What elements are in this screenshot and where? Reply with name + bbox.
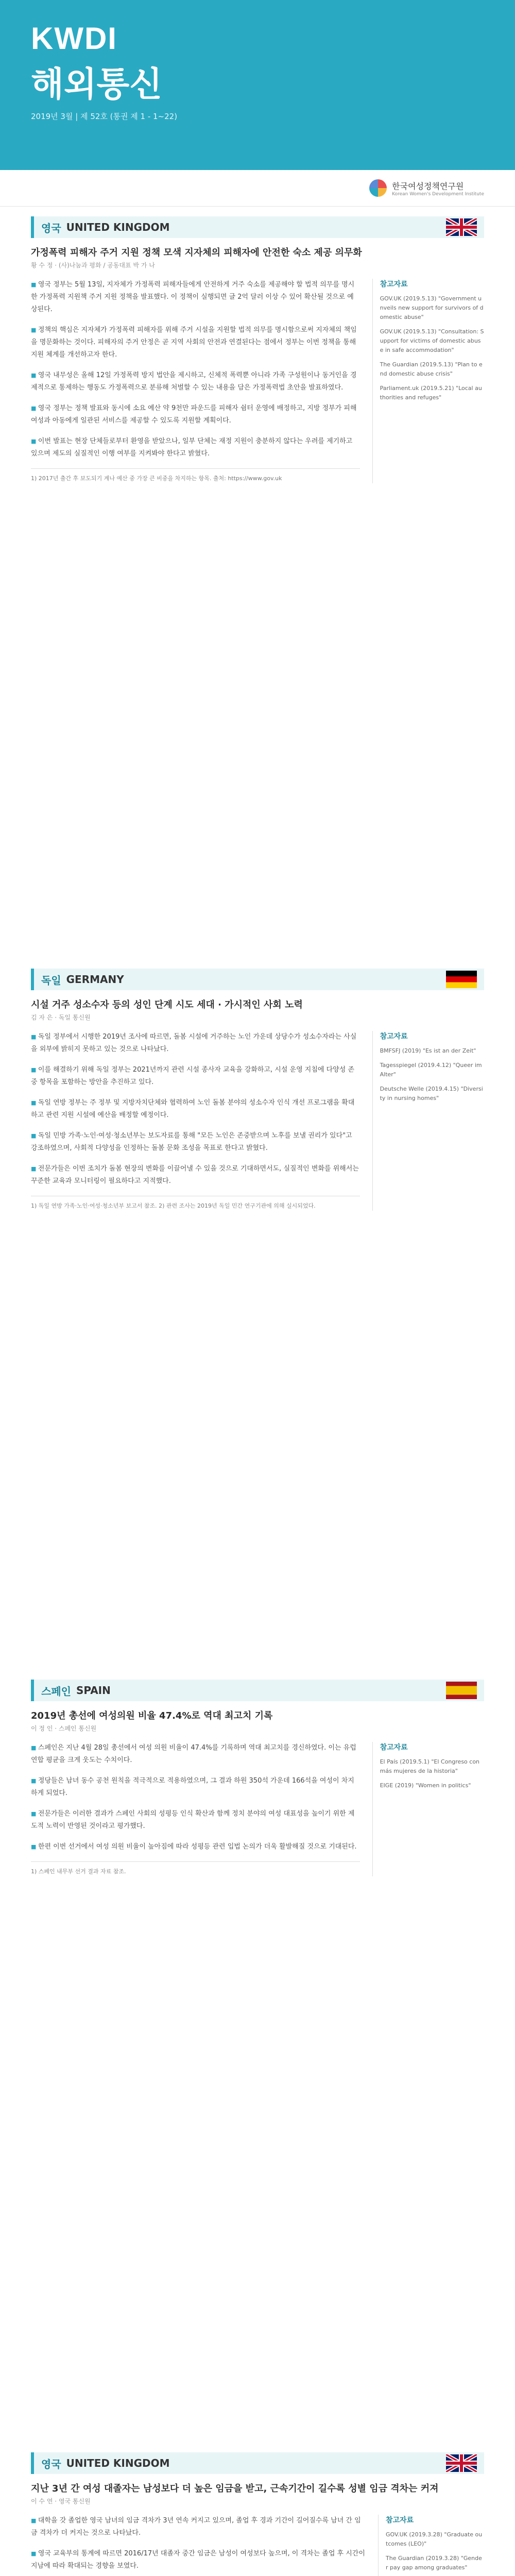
reference-link[interactable]: GOV.UK (2019.5.13) "Consultation: Support for victims of domestic abuse in safe accommodation" [380,328,484,353]
country-name-en: GERMANY [66,973,124,986]
masthead [0,0,515,170]
reference-sidebar [372,1031,484,1211]
reference-link[interactable]: GOV.UK (2019.3.28) "Graduate outcomes (LEO)" [386,2531,483,2547]
germany-flag-icon [446,971,477,988]
country-name: 영국 [41,2458,61,2470]
reference-link[interactable]: Tagesspiegel (2019.4.12) "Queer im Alter" [380,1062,482,1078]
article-body [31,2515,366,2576]
page-title: 해외통신 [31,64,163,104]
country-name-en: SPAIN [76,1684,111,1697]
paragraph: ■ 정책의 핵심은 지자체가 가정폭력 피해자를 위해 주거 시설을 지원할 법적 의무를 명시함으로써 지자체의 책임을 명문화하는 것이다. 피해자의 주거 안정은 곧 지역 사회의 안전과 연결된다는 점에서 정부는 이번 정책을 통해 지원 체계를 개선하고자 한다. [31,324,360,361]
paragraph: ■ 전문가들은 이번 조치가 돌봄 현장의 변화를 이끌어낼 수 있을 것으로 기대하면서도, 실질적인 변화를 위해서는 꾸준한 교육과 모니터링이 필요하다고 지적했다. [31,1163,360,1188]
article-body [31,279,360,483]
paragraph: ■ 영국 내무성은 올해 12일 가정폭력 방지 법안을 제시하고, 신체적 폭력뿐 아니라 가족 구성원이나 동거인을 경제적으로 통제하는 행동도 가정폭력으로 분류해 처벌할 수 있는 내용을 담은 가정폭력법 초안을 발표하였다. [31,369,360,394]
paragraph: ■ 독일 연방 정부는 주 정부 및 지방자치단체와 협력하여 노인 돌봄 분야의 성소수자 인식 개선 프로그램을 확대하고 관련 지원 시설에 예산을 배정할 예정이다. [31,1097,360,1122]
article-headline: 2019년 총선에 여성의원 비율 47.4%로 역대 최고치 기록 [31,1710,273,1721]
footnote: 1) 독일 연방 가족·노인·여성·청소년부 보고서 참조. 2) 관련 조사는 2019년 독일 민간 연구기관에 의해 실시되었다. [31,1196,360,1211]
sidebar-title: 참고자료 [386,2516,414,2524]
article-uk-graduates [31,2452,484,2576]
article-germany [31,969,484,1211]
paragraph: ■ 독일 정부에서 시행한 2019년 조사에 따르면, 돌봄 시설에 거주하는 노인 가운데 상당수가 성소수자라는 사실을 외부에 밝히지 못하고 있는 것으로 나타났다. [31,1031,360,1056]
article-author: 이 정 인 · 스페인 통신원 [31,1725,97,1732]
paragraph: ■ 영국 교육부의 통계에 따르면 2016/17년 대졸자 중간 임금은 남성이 여성보다 높으며, 이 격차는 졸업 후 시간이 지남에 따라 확대되는 경향을 보였다. [31,2548,366,2572]
footnote: 1) 스페인 내무부 선거 결과 자료 참조. [31,1861,360,1876]
paragraph: ■ 정당들은 남녀 동수 공천 원칙을 적극적으로 적용하였으며, 그 결과 하원 350석 가운데 166석을 여성이 차지하게 되었다. [31,1775,360,1800]
issue-info: 2019년 3월 | 제 52호 (통권 제 1 - 1~22) [31,112,178,121]
paragraph: ■ 영국 정부는 정책 발표와 동시에 소요 예산 약 9천만 파운드를 피해자 쉼터 운영에 배정하고, 지방 정부가 피해 여성과 아동에게 일관된 서비스를 제공할 수 있도록 지원할 계획이다. [31,402,360,427]
section-header [31,216,484,238]
brand-logo-text: KWDI [31,21,117,56]
article-body [31,1742,360,1876]
paragraph: ■ 한편 이번 선거에서 여성 의원 비율이 높아짐에 따라 성평등 관련 입법 논의가 더욱 활발해질 것으로 기대된다. [31,1841,360,1853]
country-name: 영국 [41,222,61,234]
article-uk-housing [31,216,484,483]
reference-link[interactable]: The Guardian (2019.5.13) "Plan to end domestic abuse crisis" [380,361,483,377]
reference-link[interactable]: GOV.UK (2019.5.13) "Government unveils new support for survivors of domestic abuse" [380,295,484,320]
reference-sidebar [372,1742,484,1876]
reference-link[interactable]: Deutsche Welle (2019.4.15) "Diversity in nursing homes" [380,1086,483,1101]
footnote: 1) 2017년 출간 후 보도되기 계나 예산 중 가장 큰 비중을 차지하는 항목. 출처: https://www.gov.uk [31,468,360,483]
uk-flag-icon [446,2454,477,2472]
sidebar-title: 참고자료 [380,280,408,289]
country-name-en: UNITED KINGDOM [66,2457,170,2469]
paragraph: ■ 전문가들은 이러한 결과가 스페인 사회의 성평등 인식 확산과 함께 정치 분야의 여성 대표성을 높이기 위한 제도적 노력이 반영된 것이라고 평가했다. [31,1808,360,1833]
article-author: 이 수 연 · 영국 통신원 [31,2498,91,2505]
country-name-en: UNITED KINGDOM [66,221,170,233]
paragraph: ■ 대학을 갓 졸업한 영국 남녀의 임금 격차가 3년 연속 커지고 있으며, 졸업 후 경과 기간이 길어질수록 남녀 간 임금 격차가 더 커지는 것으로 나타났다. [31,2515,366,2539]
sidebar-title: 참고자료 [380,1032,408,1041]
paragraph: ■ 이를 해결하기 위해 독일 정부는 2021년까지 관련 시설 종사자 교육을 강화하고, 시설 운영 지침에 다양성 존중 항목을 포함하는 방안을 추진하고 있다. [31,1064,360,1089]
institute-logo [369,179,484,197]
country-name: 스페인 [41,1685,71,1698]
reference-sidebar [378,2515,484,2576]
spain-flag-icon [446,1682,477,1699]
section-header [31,969,484,990]
article-body [31,1031,360,1211]
uk-flag-icon [446,218,477,236]
article-spain [31,1680,484,1876]
paragraph: ■ 영국 정부는 5월 13일, 지자체가 가정폭력 피해자들에게 안전하게 거주 숙소를 제공해야 할 법적 의무를 명시한 가정폭력 지원책 주거 지원 정책을 발표했다. 이 정책이 실행되면 글 2억 달러 이상 수 있어 확산될 것으로 예상된다. [31,279,360,316]
reference-sidebar [372,279,484,483]
article-author: 황 수 정 · (사)나눔과 평화 / 공동대표 박 가 나 [31,262,155,269]
article-headline: 지난 3년 간 여성 대졸자는 남성보다 더 높은 임금을 받고, 근속기간이 길수록 성별 임금 격차는 커져 [31,2483,439,2494]
paragraph: ■ 독일 민방 가족·노인·여성·청소년부는 보도자료를 통해 "모든 노인은 존중받으며 노후를 보낼 권리가 있다"고 강조하였으며, 사회적 다양성을 인정하는 돌봄 문화 조성을 목표로 한다고 밝혔다. [31,1130,360,1155]
article-author: 김 자 은 · 독일 통신원 [31,1014,91,1021]
sidebar-title: 참고자료 [380,1743,408,1752]
section-header [31,1680,484,1701]
institute-name: 한국여성정책연구원 [392,181,464,191]
institute-logo-icon [369,179,387,197]
institute-subname: Korean Women's Development Institute [392,191,484,197]
reference-link[interactable]: BMFSFJ (2019) "Es ist an der Zeit" [380,1047,476,1054]
paragraph: ■ 이번 발표는 현장 단체들로부터 환영을 받았으나, 일부 단체는 재정 지원이 충분하지 않다는 우려를 제기하고 있으며 제도의 실질적인 이행 여부를 지켜봐야 한다고 밝혔다. [31,435,360,460]
reference-link[interactable]: Parliament.uk (2019.5.21) "Local authorities and refuges" [380,385,482,401]
paragraph: ■ 스페인은 지난 4월 28일 총선에서 여성 의원 비율이 47.4%를 기록하며 역대 최고치를 경신하였다. 이는 유럽연합 평균을 크게 웃도는 수치이다. [31,1742,360,1767]
article-headline: 시설 거주 성소수자 등의 성인 단계 시도 세대 · 가시적인 사회 노력 [31,999,303,1010]
reference-link[interactable]: El País (2019.5.1) "El Congreso con más mujeres de la historia" [380,1758,480,1774]
logo-strip [0,170,515,207]
article-headline: 가정폭력 피해자 주거 지원 정책 모색 지자체의 피해자에 안전한 숙소 제공 의무화 [31,247,362,258]
section-header [31,2452,484,2474]
reference-link[interactable]: EIGE (2019) "Women in politics" [380,1782,471,1789]
reference-link[interactable]: The Guardian (2019.3.28) "Gender pay gap among graduates" [386,2555,482,2571]
country-name: 독일 [41,974,61,987]
